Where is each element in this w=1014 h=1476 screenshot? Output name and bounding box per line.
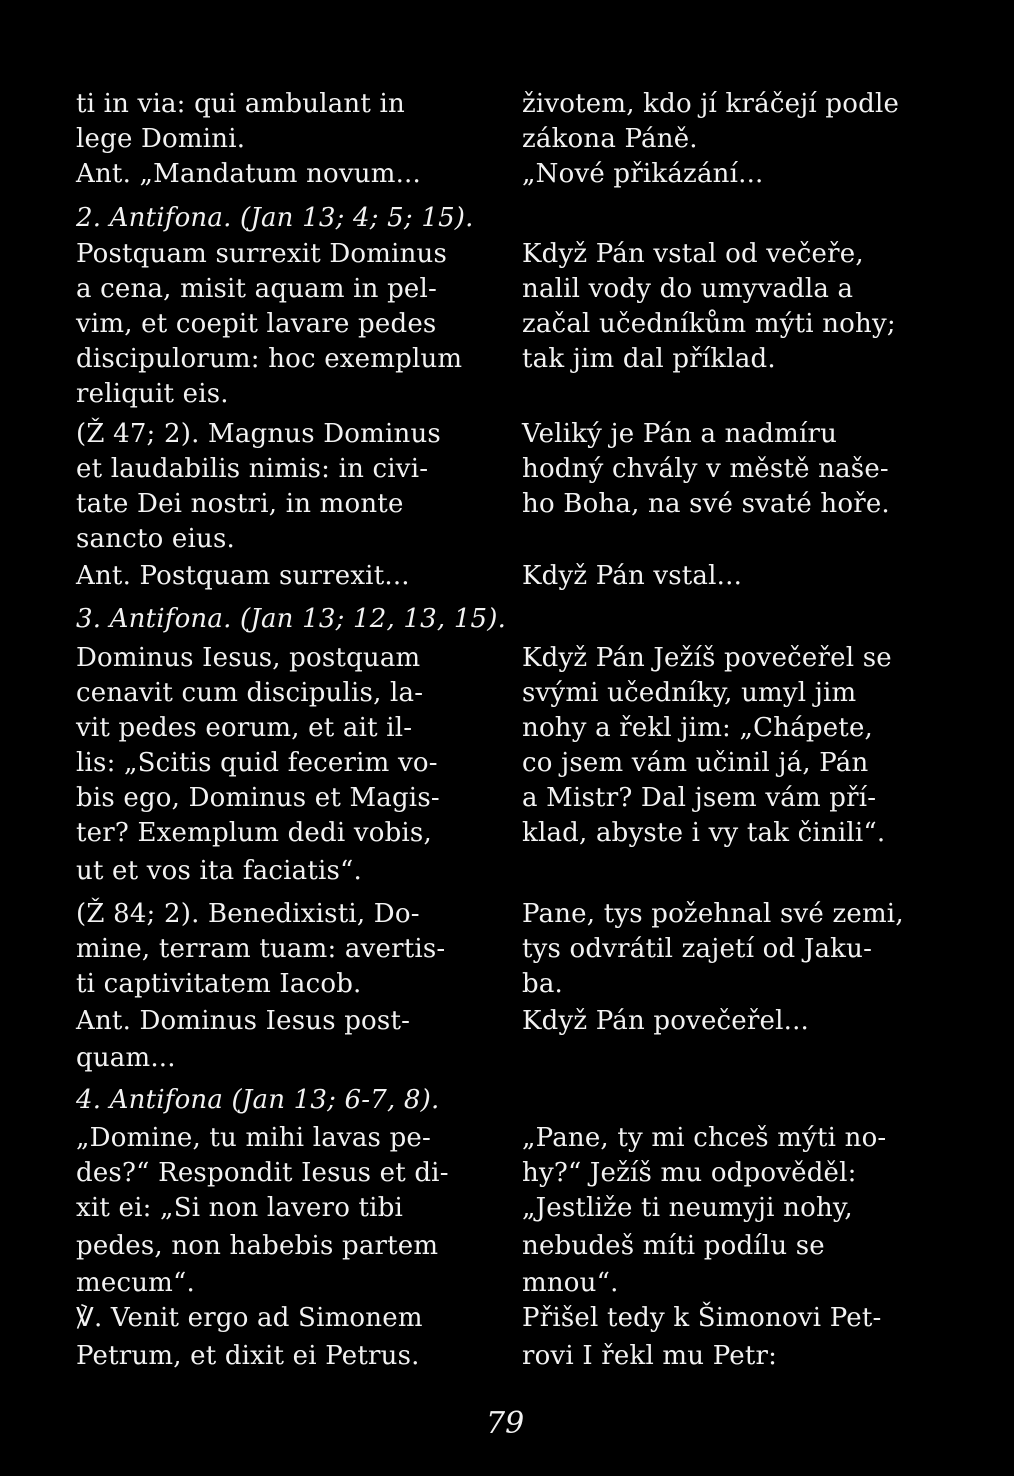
antiphon-2-heading: 2. Antifona. (Jan 13; 4; 5; 15). — [76, 203, 474, 233]
left-line-29: „Domine, tu mihi lavas pe- — [76, 1123, 431, 1153]
right-line-16: Když Pán Ježíš povečeřel se — [522, 643, 892, 673]
left-line-21: ter? Exemplum dedi vobis, — [76, 818, 432, 848]
left-line-27: quam... — [76, 1043, 176, 1073]
left-line-16: Dominus Iesus, postquam — [76, 643, 421, 673]
left-line-25: ti captivitatem Iacob. — [76, 969, 362, 999]
left-line-2: lege Domini. — [76, 124, 246, 154]
left-line-26: Ant. Dominus Iesus post- — [76, 1006, 411, 1036]
left-line-5: Postquam surrexit Dominus — [76, 239, 448, 269]
right-line-1: životem, kdo jí kráčejí podle — [522, 89, 900, 119]
left-line-19: lis: „Scitis quid fecerim vo- — [76, 748, 438, 778]
right-line-11: hodný chvály v městě naše- — [522, 454, 889, 484]
left-line-33: mecum“. — [76, 1268, 195, 1298]
right-line-5: Když Pán vstal od večeře, — [522, 239, 864, 269]
right-line-3: „Nové přikázání... — [522, 159, 764, 189]
right-line-20: a Mistr? Dal jsem vám pří- — [522, 783, 877, 813]
left-line-18: vit pedes eorum, et ait il- — [76, 713, 413, 743]
right-line-18: nohy a řekl jim: „Chápete, — [522, 713, 874, 743]
right-line-17: svými učedníky, umyl jim — [522, 678, 857, 708]
right-line-26: Když Pán povečeřel... — [522, 1006, 810, 1036]
left-line-11: et laudabilis nimis: in civi- — [76, 454, 429, 484]
left-line-35: Petrum, et dixit ei Petrus. — [76, 1341, 420, 1371]
right-line-34: Přišel tedy k Šimonovi Pet- — [522, 1303, 882, 1333]
right-line-14: Když Pán vstal... — [522, 561, 743, 591]
right-line-8: tak jim dal příklad. — [522, 344, 776, 374]
right-line-23: Pane, tys požehnal své zemi, — [522, 899, 904, 929]
left-line-30: des?“ Respondit Iesus et di- — [76, 1158, 449, 1188]
right-line-24: tys odvrátil zajetí od Jaku- — [522, 934, 873, 964]
left-line-23: (Ž 84; 2). Benedixisti, Do- — [76, 899, 420, 929]
right-line-10: Veliký je Pán a nadmíru — [522, 419, 838, 449]
right-line-31: „Jestliže ti neumyji nohy, — [522, 1193, 853, 1223]
left-line-7: vim, et coepit lavare pedes — [76, 309, 437, 339]
left-line-20: bis ego, Dominus et Magis- — [76, 783, 440, 813]
left-line-8: discipulorum: hoc exemplum — [76, 344, 463, 374]
page-number: 79 — [486, 1406, 525, 1441]
right-line-25: ba. — [522, 969, 564, 999]
left-line-6: a cena, misit aquam in pel- — [76, 274, 437, 304]
right-line-29: „Pane, ty mi chceš mýti no- — [522, 1123, 887, 1153]
right-line-12: ho Boha, na své svaté hoře. — [522, 489, 890, 519]
right-line-32: nebudeš míti podílu se — [522, 1231, 825, 1261]
right-line-21: klad, abyste i vy tak činili“. — [522, 818, 886, 848]
left-line-12: tate Dei nostri, in monte — [76, 489, 404, 519]
left-line-24: mine, terram tuam: avertis- — [76, 934, 446, 964]
left-line-32: pedes, non habebis partem — [76, 1231, 439, 1261]
right-line-6: nalil vody do umyvadla a — [522, 274, 854, 304]
right-line-35: rovi I řekl mu Petr: — [522, 1341, 778, 1371]
antiphon-4-heading: 4. Antifona (Jan 13; 6-7, 8). — [76, 1085, 440, 1115]
left-line-34: ℣. Venit ergo ad Simonem — [76, 1303, 423, 1333]
right-line-19: co jsem vám učinil já, Pán — [522, 748, 869, 778]
left-line-17: cenavit cum discipulis, la- — [76, 678, 424, 708]
left-line-1: ti in via: qui ambulant in — [76, 89, 405, 119]
left-line-9: reliquit eis. — [76, 379, 229, 409]
left-line-31: xit ei: „Si non lavero tibi — [76, 1193, 404, 1223]
left-line-10: (Ž 47; 2). Magnus Dominus — [76, 419, 441, 449]
left-line-3: Ant. „Mandatum novum... — [76, 159, 421, 189]
left-line-13: sancto eius. — [76, 524, 235, 554]
right-line-7: začal učedníkům mýti nohy; — [522, 309, 896, 339]
right-line-2: zákona Páně. — [522, 124, 698, 154]
antiphon-3-heading: 3. Antifona. (Jan 13; 12, 13, 15). — [76, 604, 507, 634]
left-line-22: ut et vos ita faciatis“. — [76, 856, 363, 886]
right-line-33: mnou“. — [522, 1268, 619, 1298]
left-line-14: Ant. Postquam surrexit... — [76, 561, 410, 591]
right-line-30: hy?“ Ježíš mu odpověděl: — [522, 1158, 857, 1188]
